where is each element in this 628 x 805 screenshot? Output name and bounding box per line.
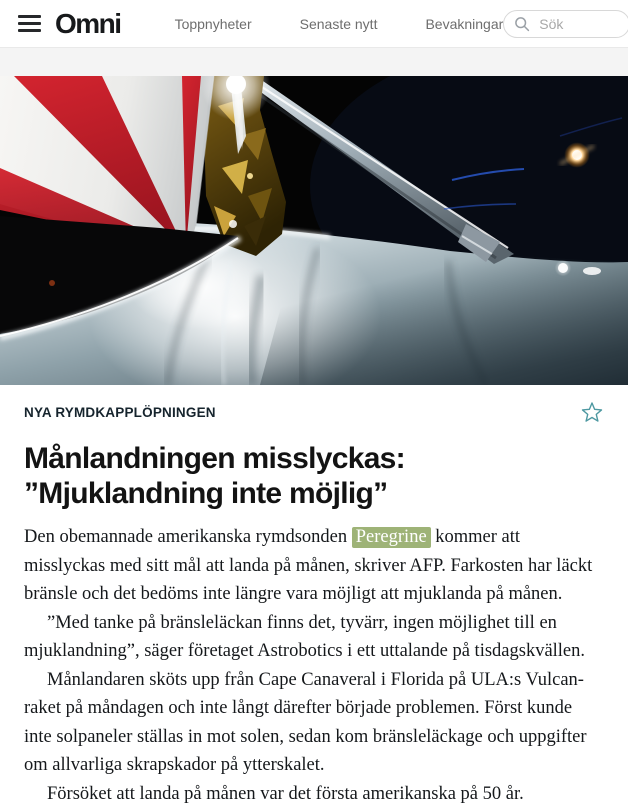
- top-navigation: [175, 16, 504, 32]
- article-paragraph: ”Med tanke på bränsleläckan finns det, tyvärr, ingen möjlighet till en mjuklandning”, säger företaget Astrobotics i ett uttalande på tisdagskvällen.: [24, 612, 586, 661]
- menu-button[interactable]: [16, 11, 43, 36]
- nav-item-senaste-nytt[interactable]: Senaste nytt: [299, 15, 378, 32]
- app-header: [0, 0, 628, 48]
- nav-item-toppnyheter[interactable]: Toppnyheter: [174, 15, 252, 32]
- article-headline: Månlandningen misslyckas: ”Mjuklandning inte möjlig”: [24, 442, 405, 510]
- star-icon: [580, 401, 604, 425]
- article-paragraph: Månlandaren sköts upp från Cape Canaveral i Florida på ULA:s Vulcan-raket på måndagen och inte långt därefter började problemen. Först kunde inte solpaneler ställas in mot solen, sedan kom bränsleläckage och uppgifter om allvarliga skrapskador på ytterskalet.: [24, 669, 587, 775]
- lead-text-post: kommer att misslyckas med sitt mål att landa på månen, skriver AFP. Farkosten har läckt bränsle och det bedöms inte längre vara möjligt att mjuklanda på månen.: [24, 527, 593, 604]
- article-body: [24, 523, 604, 805]
- article-paragraph: Försöket att landa på månen var det första amerikanska på 50 år.: [47, 783, 524, 804]
- hero-illustration: [0, 76, 628, 385]
- page-gap: [0, 48, 628, 76]
- follow-star-button[interactable]: [580, 401, 604, 425]
- lead-text-pre: Den obemannade amerikanska rymdsonden: [24, 527, 352, 547]
- article-hero-image: [0, 76, 628, 385]
- kicker-row: [24, 401, 604, 425]
- menu-icon: [18, 15, 41, 18]
- nav-item-bevakningar[interactable]: Bevakningar: [425, 15, 504, 32]
- article: [0, 385, 628, 805]
- search-input[interactable]: [539, 16, 619, 32]
- topic-tag-peregrine[interactable]: Peregrine: [352, 527, 431, 548]
- article-paragraph-lead: [24, 523, 604, 609]
- article-category[interactable]: NYA RYMDKAPPLÖPNINGEN: [24, 405, 216, 420]
- omni-logo[interactable]: Omni: [55, 7, 121, 39]
- search-box[interactable]: [503, 10, 628, 38]
- search-icon: [514, 16, 530, 32]
